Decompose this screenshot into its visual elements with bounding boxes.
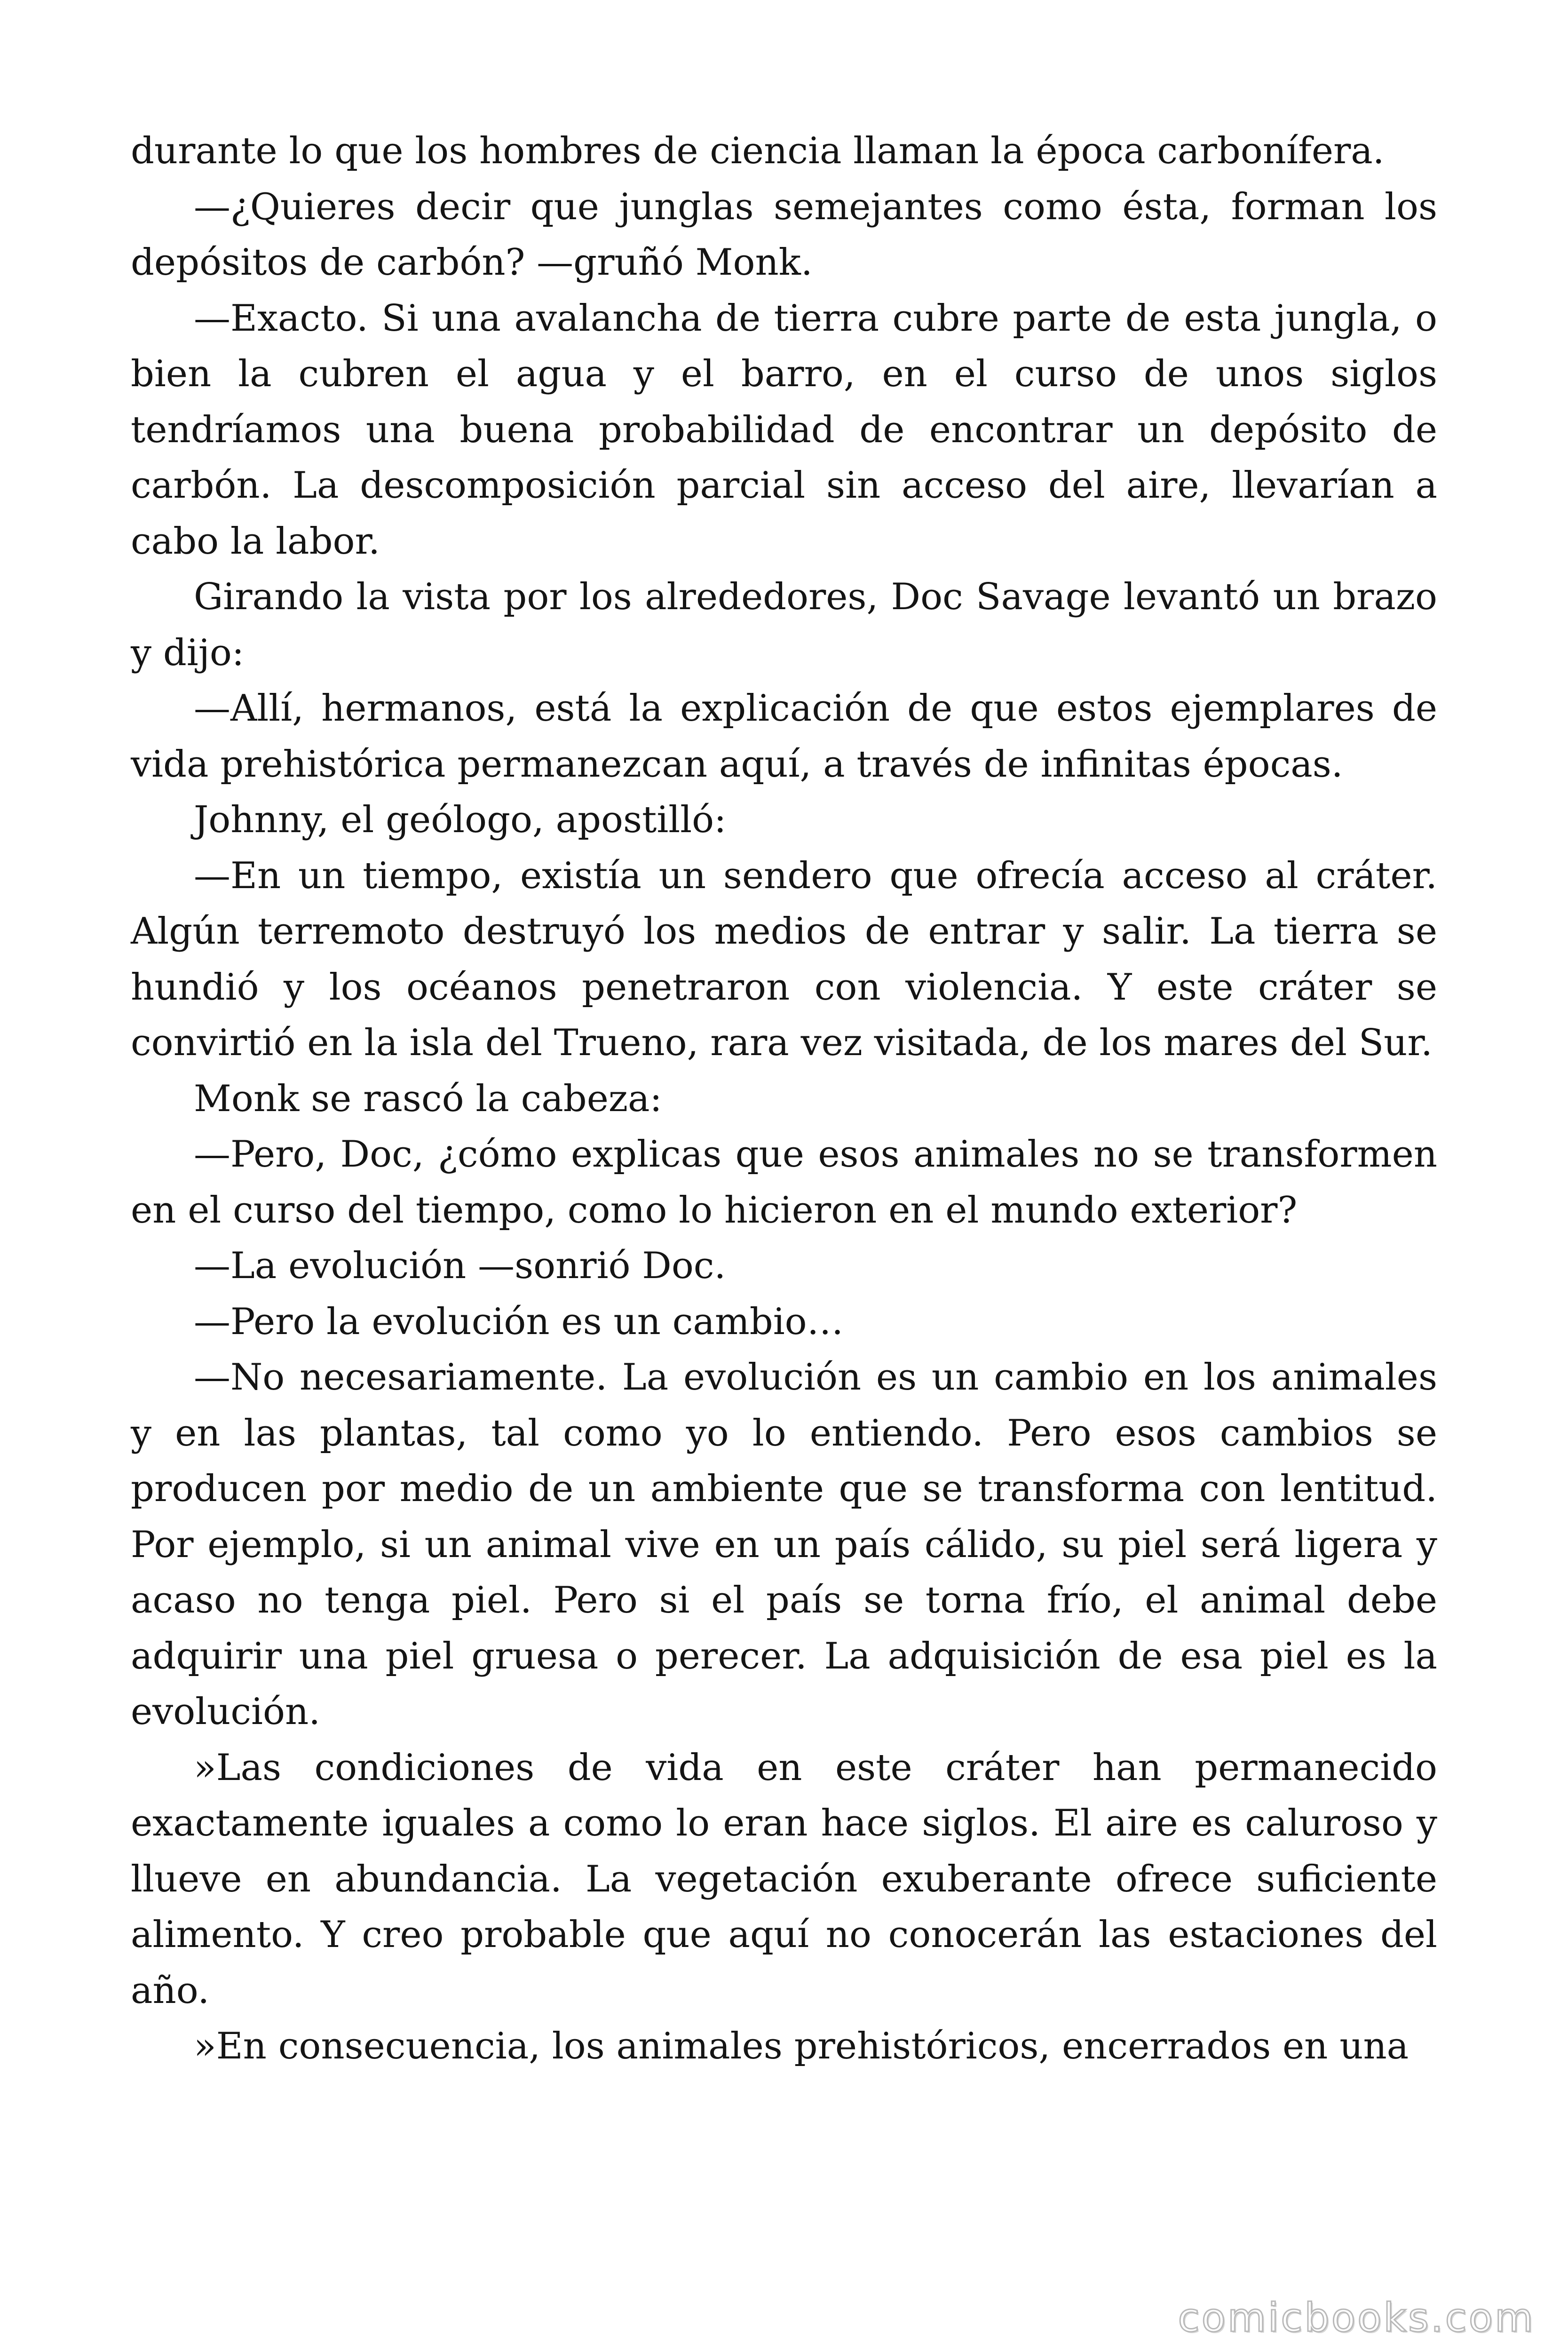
paragraph: »En consecuencia, los animales prehistóricos, encerrados en una xyxy=(194,2025,1409,2067)
paragraph: —Pero la evolución es un cambio… xyxy=(194,1300,844,1343)
watermark: comicbooks.com xyxy=(1178,2295,1535,2341)
paragraph: Monk se rascó la cabeza: xyxy=(194,1077,662,1120)
paragraph: —En un tiempo, existía un sendero que ofrecía acceso al cráter. Algún terremoto destruyó los medios de entrar y salir. La tierra se hundió y los océanos penetraron con violencia. Y este cráter se convirtió en la isla del Trueno, rara vez visitada, de los mares del Sur. xyxy=(131,854,1437,1064)
paragraph: Johnny, el geólogo, apostilló: xyxy=(194,799,727,841)
paragraph: Girando la vista por los alrededores, Doc Savage levantó un brazo y dijo: xyxy=(131,576,1437,674)
paragraph: —Allí, hermanos, está la explicación de que estos ejemplares de vida prehistórica permanezcan aquí, a través de infinitas épocas. xyxy=(131,687,1437,786)
body-text xyxy=(131,123,1437,2074)
paragraph: —La evolución —sonrió Doc. xyxy=(194,1245,726,1287)
paragraph: »Las condiciones de vida en este cráter han permanecido exactamente iguales a como lo eran hace siglos. El aire es caluroso y llueve en abundancia. La vegetación exuberante ofrece suficiente alimento. Y creo probable que aquí no conocerán las estaciones del año. xyxy=(131,1746,1437,2012)
paragraph: durante lo que los hombres de ciencia llaman la época carbonífera. xyxy=(131,130,1385,172)
paragraph: —Pero, Doc, ¿cómo explicas que esos animales no se transformen en el curso del tiempo, como lo hicieron en el mundo exterior? xyxy=(131,1133,1437,1232)
paragraph: —Exacto. Si una avalancha de tierra cubre parte de esta jungla, o bien la cubren el agua y el barro, en el curso de unos siglos tendríamos una buena probabilidad de encontrar un depósito de carbón. La descomposición parcial sin acceso del aire, llevarían a cabo la labor. xyxy=(131,297,1437,563)
paragraph: —No necesariamente. La evolución es un cambio en los animales y en las plantas, tal como yo lo entiendo. Pero esos cambios se producen por medio de un ambiente que se transforma con lentitud. Por ejemplo, si un animal vive en un país cálido, su piel será ligera y acaso no tenga piel. Pero si el país se torna frío, el animal debe adquirir una piel gruesa o perecer. La adquisición de esa piel es la evolución. xyxy=(131,1356,1437,1733)
paragraph: —¿Quieres decir que junglas semejantes como ésta, forman los depósitos de carbón? —gruñó Monk. xyxy=(131,185,1437,284)
